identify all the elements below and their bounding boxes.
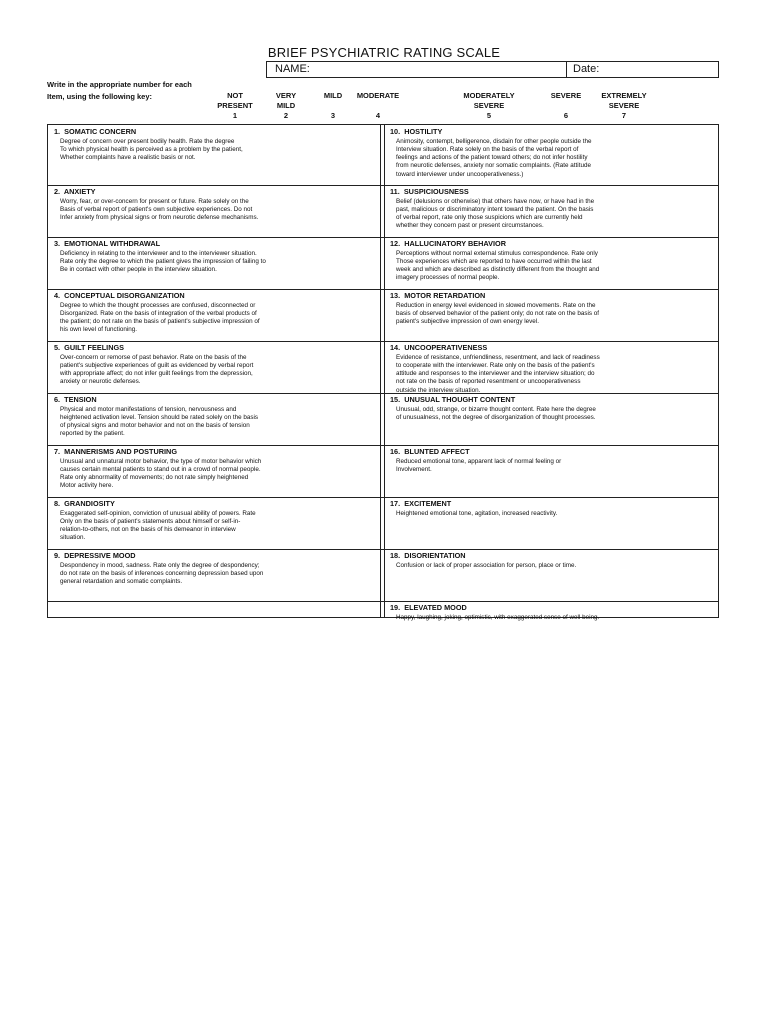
rating-item-heading: SOMATIC CONCERN (64, 127, 137, 136)
rating-item[interactable] (54, 239, 376, 274)
rating-item-description: Perceptions without normal external stimulus correspondence. Rate only Those experiences which are reported to have occurred within the last week and which are described as distinctly different from the thought and imagery processes of normal people. (396, 249, 600, 282)
rating-item-title (54, 187, 376, 197)
rating-item-number: 6. (54, 395, 61, 404)
rating-item-title (390, 187, 716, 197)
rating-item-heading: ANXIETY (63, 187, 96, 196)
row-divider (48, 445, 718, 446)
rating-item[interactable] (390, 603, 716, 622)
rating-key-num: 6 (563, 111, 569, 120)
rating-key-mid: MILD (276, 101, 296, 110)
rating-key-top: NOT (227, 91, 243, 100)
instructions-line-1: Write in the appropriate number for each (47, 80, 192, 89)
row-divider (48, 601, 718, 602)
rating-item-number: 9. (54, 551, 61, 560)
rating-item-title (390, 127, 716, 137)
rating-item[interactable] (54, 447, 376, 491)
rating-item-number: 14. (390, 343, 401, 352)
rating-item-description: Unusual and unnatural motor behavior, the type of motor behavior which causes certain mental patients to stand out in a crowd of normal people. Rate only abnormality of movements; do not rate simply heightened Motor activity here. (60, 457, 262, 490)
rating-item-description: Happy, laughing, joking, optimistic, with exaggerated sense of well being. (396, 613, 600, 621)
rating-item-description: Confusion or lack of proper association for person, place or time. (396, 561, 577, 569)
rating-key-item (205, 91, 265, 121)
rating-item-description: Reduction in energy level evidenced in slowed movements. Rate on the basis of observed behavior of the patient only; do not rate on the basis of patient's subjective impression of own energy level. (396, 301, 600, 326)
rating-key-item (261, 91, 311, 121)
rating-item-title (54, 127, 376, 137)
rating-key-top: MILD (323, 91, 343, 100)
rating-key-item (594, 91, 654, 121)
rating-item-heading: SUSPICIOUSNESS (403, 187, 469, 196)
column-divider (384, 125, 385, 617)
rating-item-heading: CONCEPTUAL DISORGANIZATION (64, 291, 185, 300)
rating-item[interactable] (390, 127, 716, 179)
rating-item-number: 5. (54, 343, 61, 352)
form-title: BRIEF PSYCHIATRIC RATING SCALE (267, 45, 501, 60)
column-divider (380, 125, 381, 617)
rating-item-title (54, 447, 376, 457)
row-divider (48, 341, 718, 342)
rating-key-top: EXTREMELY (601, 91, 647, 100)
rating-item[interactable] (54, 499, 376, 543)
rating-item[interactable] (390, 187, 716, 231)
rating-item-description: Despondency in mood, sadness. Rate only the degree of despondency; do not rate on the basis of inferences concerning depression based upon general retardation and somatic complaints. (60, 561, 264, 586)
rating-item[interactable] (54, 127, 376, 162)
rating-key-item (313, 91, 353, 121)
rating-item[interactable] (390, 291, 716, 326)
rating-item-title (390, 239, 716, 249)
rating-item-title (390, 343, 716, 353)
rating-key-num: 1 (232, 111, 238, 120)
name-date-box (266, 61, 719, 78)
rating-item-number: 19. (390, 603, 401, 612)
rating-item-title (54, 499, 376, 509)
rating-key-mid (313, 101, 353, 111)
rating-item-title (390, 447, 716, 457)
rating-grid (47, 124, 719, 621)
rating-item-number: 7. (54, 447, 61, 456)
rating-item-number: 18. (390, 551, 401, 560)
rating-key-top: MODERATE (356, 91, 400, 100)
rating-item[interactable] (390, 395, 716, 422)
rating-item-heading: UNCOOPERATIVENESS (404, 343, 488, 352)
rating-item-number: 13. (390, 291, 401, 300)
rating-item-number: 11. (390, 187, 400, 196)
rating-key-item (348, 91, 408, 121)
rating-item-heading: TENSION (64, 395, 97, 404)
rating-item-heading: MOTOR RETARDATION (404, 291, 486, 300)
rating-key-item (454, 91, 524, 121)
rating-item[interactable] (390, 551, 716, 570)
rating-item-heading: ELEVATED MOOD (404, 603, 467, 612)
divider (566, 62, 567, 77)
rating-item[interactable] (390, 239, 716, 283)
rating-item[interactable] (54, 551, 376, 586)
rating-item[interactable] (390, 343, 716, 395)
rating-item-description: Deficiency in relating to the interviewer and to the interviewer situation. Rate only the degree to which the patient gives the impression of failing to Be in contact with other people in the interview situation. (60, 249, 266, 274)
rating-item-heading: UNUSUAL THOUGHT CONTENT (404, 395, 516, 404)
rating-key-mid: PRESENT (217, 101, 253, 110)
rating-item-heading: GRANDIOSITY (64, 499, 115, 508)
rating-item-number: 1. (54, 127, 61, 136)
name-field-label[interactable]: NAME: (275, 63, 310, 75)
rating-item-number: 8. (54, 499, 61, 508)
rating-item-heading: EXCITEMENT (404, 499, 452, 508)
rating-item-title (390, 395, 716, 405)
rating-key-top: MODERATELY (463, 91, 515, 100)
rating-item-description: Evidence of resistance, unfriendliness, resentment, and lack of readiness to cooperate with the interviewer. Rate only on the basis of the patient's attitude and responses to the interviewer and the interview situation; do not rate on the basis of reported resentment or uncooperativeness outside the interview situation. (396, 353, 600, 394)
rating-item[interactable] (54, 291, 376, 335)
rating-item[interactable] (54, 187, 376, 222)
rating-item-description: Degree of concern over present bodily health. Rate the degree To which physical health is perceived as a problem by the patient, Whether complaints have a realistic basis or not. (60, 137, 243, 162)
rating-item-heading: BLUNTED AFFECT (404, 447, 470, 456)
row-divider (48, 549, 718, 550)
rating-key-mid (546, 101, 586, 111)
row-divider (48, 497, 718, 498)
rating-item-number: 12. (390, 239, 401, 248)
rating-item-description: Over-concern or remorse of past behavior. Rate on the basis of the patient's subjective experiences of guilt as evidenced by verbal report with appropriate affect; do not infer guilt feelings from the depression, anxiety or neurotic defenses. (60, 353, 254, 386)
rating-item-description: Reduced emotional tone, apparent lack of normal feeling or Involvement. (396, 457, 562, 473)
rating-item-heading: DEPRESSIVE MOOD (64, 551, 136, 560)
rating-item-heading: MANNERISMS AND POSTURING (64, 447, 177, 456)
rating-item-number: 16. (390, 447, 401, 456)
rating-item-number: 15. (390, 395, 401, 404)
rating-item-title (54, 551, 376, 561)
rating-item-title (54, 291, 376, 301)
rating-item[interactable] (54, 343, 376, 387)
rating-key-top: VERY (275, 91, 297, 100)
rating-item-heading: DISORIENTATION (404, 551, 466, 560)
rating-key-num: 7 (621, 111, 627, 120)
row-divider (48, 289, 718, 290)
row-divider (48, 237, 718, 238)
instructions-line-2: Item, using the following key: (47, 92, 153, 101)
rating-key-top: SEVERE (550, 91, 582, 100)
rating-key-num: 4 (375, 111, 381, 120)
rating-item-number: 2. (54, 187, 61, 196)
rating-item-title (54, 395, 376, 405)
rating-item-heading: GUILT FEELINGS (64, 343, 125, 352)
rating-item-description: Unusual, odd, strange, or bizarre thought content. Rate here the degree of unusualness, not the degree of disorganization of thought processes. (396, 405, 596, 421)
rating-item[interactable] (390, 447, 716, 474)
rating-item[interactable] (390, 499, 716, 518)
rating-item-number: 17. (390, 499, 401, 508)
rating-item-title (390, 291, 716, 301)
rating-key-num: 3 (330, 111, 336, 120)
rating-item-description: Exaggerated self-opinion, conviction of unusual ability of powers. Rate Only on the basis of patient's statements about himself or self-in- relation-to-others, not on the basis of his demeanor in interview situation. (60, 509, 256, 542)
rating-item-description: Animosity, contempt, belligerence, disdain for other people outside the Interview situation. Rate solely on the basis of the verbal report of feelings and actions of the patient toward others; do not infer hostility from neurotic defenses, anxiety nor somatic complaints. (Rate attitude toward interviewer under uncooperativeness.) (396, 137, 592, 178)
rating-item-heading: HALLUCINATORY BEHAVIOR (404, 239, 506, 248)
rating-key-mid (348, 101, 408, 111)
rating-item-number: 10. (390, 127, 401, 136)
rating-item-description: Heightened emotional tone, agitation, increased reactivity. (396, 509, 558, 517)
rating-key-item (546, 91, 586, 121)
rating-key-num: 5 (486, 111, 492, 120)
rating-item-title (390, 551, 716, 561)
rating-item-number: 4. (54, 291, 61, 300)
rating-item-title (54, 343, 376, 353)
row-divider (48, 185, 718, 186)
rating-key-num: 2 (283, 111, 289, 120)
rating-item-title (54, 239, 376, 249)
rating-item-description: Worry, fear, or over-concern for present or future. Rate solely on the Basis of verbal report of patient's own subjective experiences. Do not Infer anxiety from physical signs or from neurotic defense mechanisms. (60, 197, 259, 222)
rating-item-number: 3. (54, 239, 61, 248)
rating-key-mid: SEVERE (473, 101, 505, 110)
rating-key-mid: SEVERE (608, 101, 640, 110)
rating-item-title (390, 603, 716, 613)
rating-item[interactable] (54, 395, 376, 439)
rating-item-description: Belief (delusions or otherwise) that others have now, or have had in the past, malicious or discriminatory intent toward the patient. On the basis of verbal report, rate only those suspicions which are currently held whether they concern past or present circumstances. (396, 197, 595, 230)
instructions (47, 79, 192, 103)
rating-item-description: Degree to which the thought processes are confused, disconnected or Disorganized. Rate on the basis of integration of the verbal products of the patient; do not rate on the basis of patient's subjective impression of his own level of functioning. (60, 301, 260, 334)
date-field-label[interactable]: Date: (573, 63, 600, 75)
rating-item-description: Physical and motor manifestations of tension, nervousness and heightened activation level. Tension should be rated solely on the basis of physical signs and motor behavior and not on the basis of tension reported by the patient. (60, 405, 259, 438)
rating-item-heading: EMOTIONAL WITHDRAWAL (64, 239, 161, 248)
rating-item-title (390, 499, 716, 509)
rating-item-heading: HOSTILITY (404, 127, 443, 136)
